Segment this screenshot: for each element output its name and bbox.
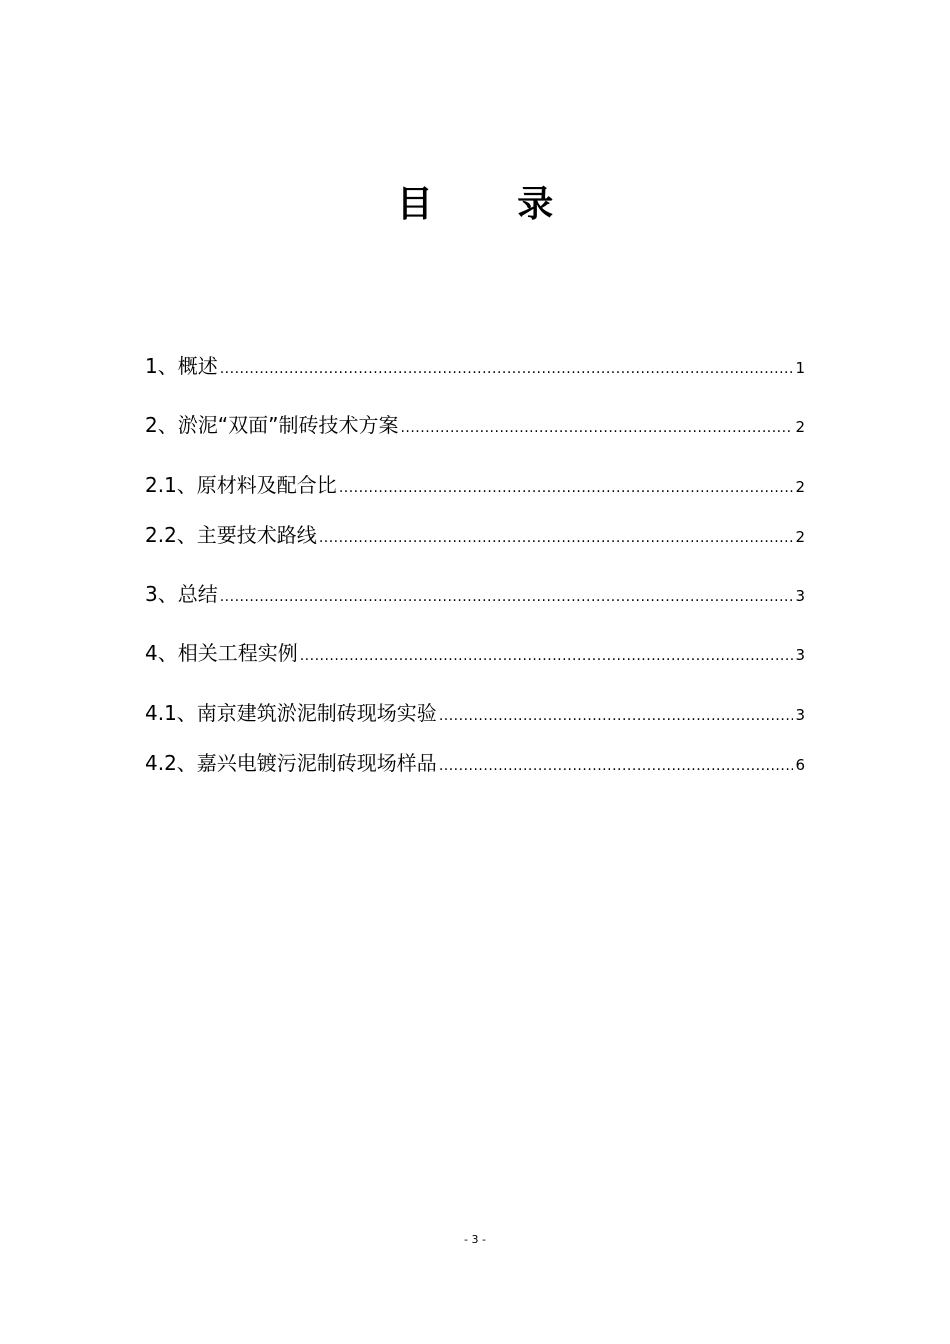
toc-entry-label: 4、相关工程实例 <box>145 641 298 665</box>
toc-entry-label: 1、概述 <box>145 354 218 378</box>
toc-entry[interactable] <box>145 639 805 670</box>
page-title: 目 录 <box>396 184 590 225</box>
toc-entry[interactable] <box>145 580 805 611</box>
toc-page-number: 3 <box>795 646 805 664</box>
toc-entry-label: 2.1、原材料及配合比 <box>145 473 337 497</box>
toc-entry-label: 4.2、嘉兴电镀污泥制砖现场样品 <box>145 751 437 775</box>
toc-page-number: 3 <box>795 587 805 605</box>
toc-dot-leader <box>339 474 794 502</box>
toc-entry-label: 3、总结 <box>145 582 218 606</box>
toc-dot-leader <box>400 414 793 442</box>
toc-entry[interactable] <box>145 411 805 442</box>
toc-entry-label: 4.1、南京建筑淤泥制砖现场实验 <box>145 701 437 725</box>
toc-entry-label: 2、淤泥“双面”制砖技术方案 <box>145 413 399 437</box>
toc-page-number: 2 <box>795 418 805 436</box>
toc-dot-leader <box>300 642 794 670</box>
toc-entry[interactable] <box>145 471 805 502</box>
toc-page-number: 3 <box>795 706 805 724</box>
toc-dot-leader <box>220 355 794 383</box>
toc-dot-leader <box>319 524 794 552</box>
toc-page-number: 1 <box>795 359 805 377</box>
toc-entry[interactable] <box>145 699 805 730</box>
toc-page-number: 2 <box>795 528 805 546</box>
toc-entry[interactable] <box>145 749 805 780</box>
toc-page-number: 2 <box>795 478 805 496</box>
toc-dot-leader <box>439 702 794 730</box>
toc-entry-label: 2.2、主要技术路线 <box>145 523 317 547</box>
toc-entry[interactable] <box>145 521 805 552</box>
toc-dot-leader <box>220 583 794 611</box>
toc-dot-leader <box>439 752 794 780</box>
page-footer-number: - 3 - <box>464 1233 486 1246</box>
toc-entry[interactable] <box>145 352 805 383</box>
toc-page-number: 6 <box>795 756 805 774</box>
